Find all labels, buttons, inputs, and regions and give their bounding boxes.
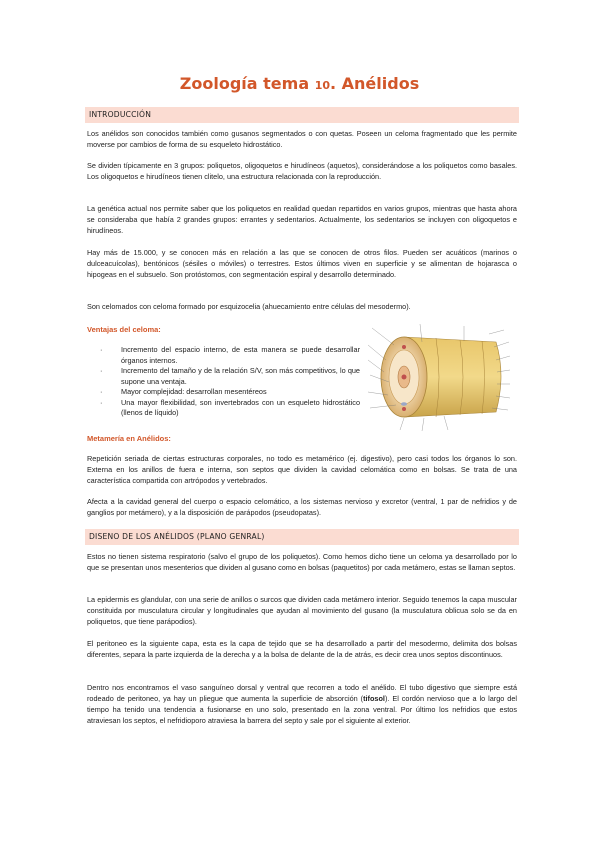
- paragraph-plan-1: Estos no tienen sistema respiratorio (salvo el grupo de los poliquetos). Como hemos dicho tiene un celoma ya desarrollado por lo que se presentan unos mesenterios que dividen al gusano como en bolsas (paquetitos) por cada metámero, estas se llaman septos.: [87, 552, 517, 572]
- subheading-ventajas: Ventajas del celoma:: [87, 325, 161, 334]
- title-main: Zoología tema: [179, 74, 315, 93]
- list-item: · Una mayor flexibilidad, son invertebrados con un esqueleto hidrostático (llenos de líquido): [100, 398, 360, 419]
- paragraph-text: ). El cordón nervioso que a lo largo del tiempo ha tenido una tendencia a fusionarse en uno solo, presentado en la zona ventral. Por último los nefridios que estos atraviesan los septos, el nefridioporo atraviesa la barrera del septo y sale por el siguiente al exterior.: [87, 694, 517, 725]
- title-rest: . Anélidos: [330, 74, 420, 93]
- subheading-metameria: Metamería en Anélidos:: [87, 434, 171, 443]
- paragraph-metameria-2: Afecta a la cavidad general del cuerpo o espacio celomático, a los sistemas nervioso y excretor (ventral, 1 par de nefridios y de ganglios por metámero), y a la disposición de parápodos (pseudopatas).: [87, 497, 517, 517]
- paragraph-intro-3: La genética actual nos permite saber que los poliquetos en realidad quedan repartidos en varios grupos, mientras que hasta ahora se consideraba que había 2 grandes grupos: errantes y sedentarios. Actualmente, los sedentarios se incluyen con oligoquetos e hirudíneos.: [87, 204, 517, 235]
- section-heading-introduccion: INTRODUCCIÓN: [85, 107, 519, 123]
- paragraph-plan-3: El peritoneo es la siguiente capa, esta es la capa de tejido que se ha desarrollado a partir del mesodermo, delimita dos bolsas diferentes, separa la parte izquierda de la derecha y a la bolsa de delante de la de atrás, es decir crea unos septos discontinuos.: [87, 639, 517, 659]
- paragraph-text: Dentro nos encontramos el vaso sanguíneo dorsal y ventral que recorren a todo el anélido. El tubo digestivo que siempre está rodeado de peritoneo, ya hay un pliegue que aumenta la superficie de absorción (: [87, 683, 517, 703]
- list-item: · Mayor complejidad: desarrollan mesentéreos: [100, 387, 360, 398]
- list-item: · Incremento del tamaño y de la relación S/V, son más competitivos, lo que supone una ventaja.: [100, 366, 360, 387]
- page-title: [0, 74, 599, 93]
- title-number: 10: [314, 79, 330, 92]
- ventajas-list: [100, 345, 360, 419]
- tifosol-term: tifosol: [363, 694, 385, 703]
- annelid-cross-section-diagram: [364, 320, 519, 435]
- paragraph-intro-4: Hay más de 15.000, y se conocen más en relación a las que se conocen de otros filos. Pueden ser acuáticos (marinos o dulceacuícolas), bentónicos (sésiles o móviles) o terrestres. Estos últimos viven en superficie y se alimentan de hojarasca o hipogeas en el subsuelo. Son protóstomos, con segmentación espiral y desarrollo determinado.: [87, 248, 517, 279]
- paragraph-intro-2: Se dividen típicamente en 3 grupos: poliquetos, oligoquetos e hirudíneos (aquetos), considerándose a los poliquetos como basales. Los oligoquetos e hirudíneos tienen clitelo, una estructura relacionada con la reproducción.: [87, 161, 517, 181]
- paragraph-plan-2: La epidermis es glandular, con una serie de anillos o surcos que dividen cada metámero interior. Seguido tenemos la capa muscular constituida por musculatura circular y longitudinales que ayudan al movimiento del gusano (la musculatura oblicua solo se da en poliquetos, que tiene parápodios).: [87, 595, 517, 626]
- paragraph-intro-1: Los anélidos son conocidos también como gusanos segmentados o con quetas. Poseen un celoma fragmentado que les permite moverse por cambios de forma de su esqueleto hidrostático.: [87, 129, 517, 149]
- paragraph-plan-4: [87, 682, 517, 726]
- list-item: · Incremento del espacio interno, de esta manera se puede desarrollar órganos internos.: [100, 345, 360, 366]
- paragraph-intro-5: Son celomados con celoma formado por esquizocelia (ahuecamiento entre células del mesodermo).: [87, 302, 411, 311]
- paragraph-metameria-1: Repetición seriada de ciertas estructuras corporales, no todo es metamérico (ej. digestivo), pero casi todos los órganos lo son. Externa en los anillos de fuera e interna, son septos que dividen la cavidad celomática como en bolsas. Se trata de una característica compartida con artrópodos y vertebrados.: [87, 454, 517, 485]
- section-heading-plano-general: DISENO DE LOS ANÉLIDOS (PLANO GENRAL): [85, 529, 519, 545]
